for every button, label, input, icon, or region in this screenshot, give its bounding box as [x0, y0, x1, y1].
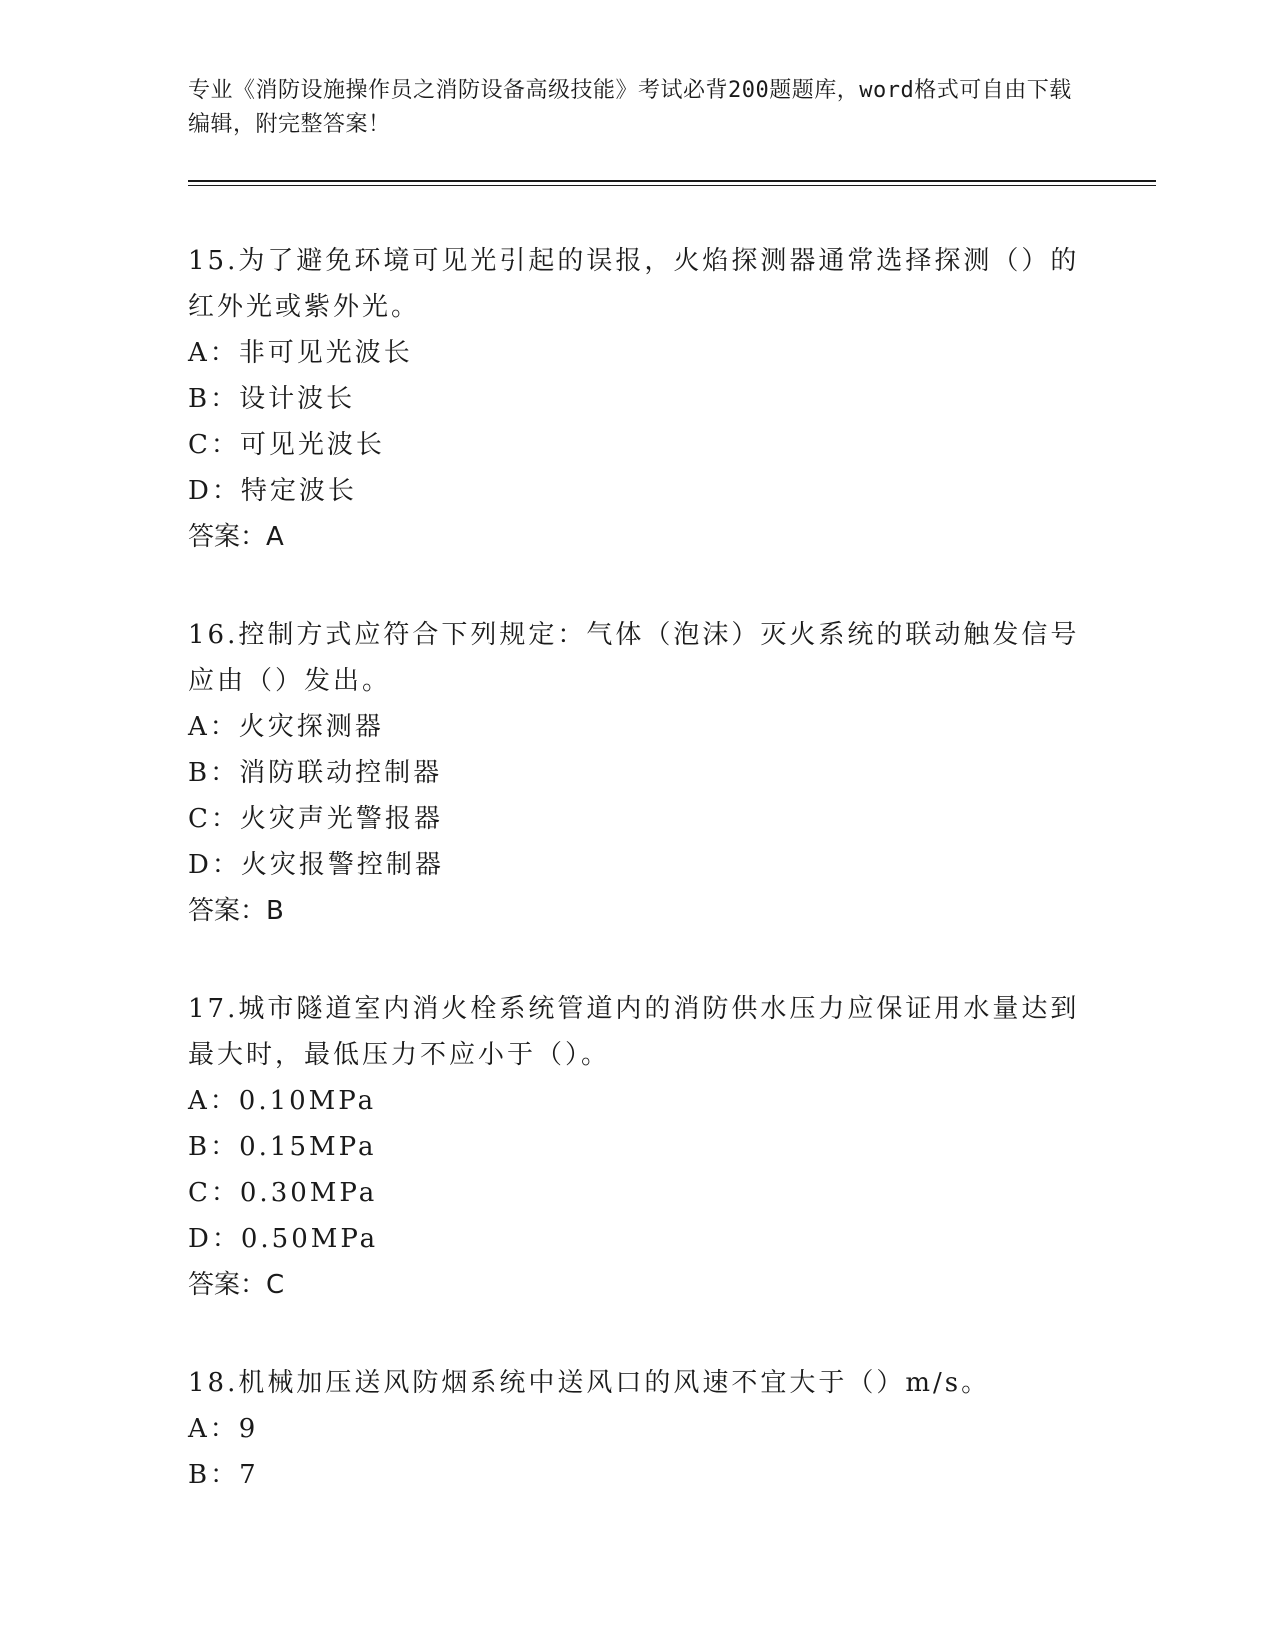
question-16	[188, 612, 1088, 934]
header-title: 专业《消防设施操作员之消防设备高级技能》考试必背200题题库，word格式可自由下载编辑，附完整答案！	[188, 78, 1072, 137]
header-divider	[188, 180, 1156, 182]
option-d: D：0.50MPa	[188, 1224, 379, 1254]
option-a: A：非可见光波长	[188, 338, 413, 368]
question-17	[188, 986, 1088, 1308]
option-c: C：火灾声光警报器	[188, 804, 443, 834]
option-a: A：9	[188, 1414, 259, 1444]
question-stem: 17.城市隧道室内消火栓系统管道内的消防供水压力应保证用水量达到最大时，最低压力不应小于（）。	[188, 994, 1080, 1070]
question-stem: 16.控制方式应符合下列规定：气体（泡沫）灭火系统的联动触发信号应由（）发出。	[188, 620, 1080, 696]
option-d: D：火灾报警控制器	[188, 850, 444, 880]
question-stem: 18.机械加压送风防烟系统中送风口的风速不宜大于（）m/s。	[188, 1368, 991, 1398]
question-15	[188, 238, 1088, 560]
answer: 答案：A	[188, 522, 284, 552]
answer: 答案：C	[188, 1270, 285, 1300]
option-c: C：可见光波长	[188, 430, 385, 460]
option-b: B：设计波长	[188, 384, 356, 414]
option-b: B：消防联动控制器	[188, 758, 443, 788]
header-divider-thin	[188, 185, 1156, 186]
question-list	[188, 238, 1088, 1550]
option-a: A：火灾探测器	[188, 712, 384, 742]
question-stem: 15.为了避免环境可见光引起的误报，火焰探测器通常选择探测（）的红外光或紫外光。	[188, 246, 1080, 322]
option-a: A：0.10MPa	[188, 1086, 377, 1116]
document-header	[188, 74, 1088, 142]
option-b: B：0.15MPa	[188, 1132, 377, 1162]
option-c: C：0.30MPa	[188, 1178, 378, 1208]
answer: 答案：B	[188, 896, 284, 926]
question-18	[188, 1360, 1088, 1498]
option-d: D：特定波长	[188, 476, 357, 506]
option-b: B：7	[188, 1460, 259, 1490]
